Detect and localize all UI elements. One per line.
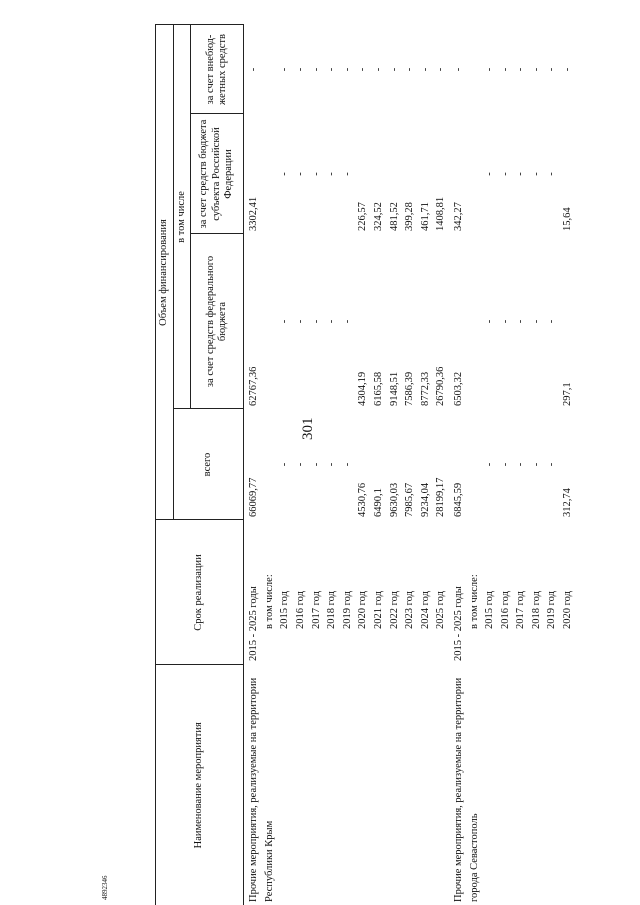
total-cell: 4530,76: [357, 482, 369, 517]
extra-cell: -: [452, 67, 464, 72]
period-cell: 2023 год: [404, 591, 416, 629]
period-cell: в том числе:: [263, 574, 275, 629]
period-cell: 2022 год: [388, 591, 400, 629]
extra-cell: -: [279, 67, 291, 72]
total-cell: 9630,03: [388, 482, 400, 517]
extra-cell: [262, 25, 278, 114]
federal-cell: 4304,19: [357, 371, 369, 406]
period-cell: 2021 год: [372, 591, 384, 629]
federal-cell: -: [310, 319, 322, 324]
period-cell: 2015 - 2025 годы: [248, 586, 260, 661]
regional-cell: -: [515, 172, 527, 176]
header-regional: за счет средств бюджета субъекта Российской Федерации: [191, 114, 244, 234]
total-cell: [467, 409, 483, 520]
federal-cell: 26790,36: [435, 366, 447, 406]
extra-cell: -: [546, 67, 558, 72]
header-federal: за счет средств федерального бюджета: [191, 234, 244, 409]
header-extra: за счет внебюд-жетных средств: [191, 25, 244, 114]
extra-cell: -: [499, 67, 511, 72]
total-cell: -: [515, 462, 527, 467]
federal-cell: -: [341, 319, 353, 324]
federal-cell: [262, 234, 278, 409]
period-cell: 2019 год: [341, 591, 353, 629]
federal-cell: 6503,32: [452, 371, 464, 406]
federal-cell: 297,1: [562, 382, 574, 406]
regional-cell: 226,57: [357, 202, 369, 231]
extra-cell: -: [372, 67, 384, 72]
regional-cell: -: [546, 172, 558, 176]
extra-cell: -: [388, 67, 400, 72]
regional-cell: -: [294, 172, 306, 176]
regional-cell: 481,52: [388, 202, 400, 231]
period-cell: 2017 год: [310, 591, 322, 629]
period-cell: 2018 год: [530, 591, 542, 629]
federal-cell: -: [326, 319, 338, 324]
federal-cell: 6165,58: [372, 371, 384, 406]
regional-cell: -: [341, 172, 353, 176]
period-cell: в том числе:: [468, 574, 480, 629]
period-cell: 2016 год: [499, 591, 511, 629]
total-cell: [262, 409, 278, 520]
federal-cell: -: [499, 319, 511, 324]
measure-name: Прочие мероприятия, реализуемые на территории Республики Крым: [248, 677, 275, 902]
total-cell: 6490,1: [372, 488, 384, 517]
period-cell: 2015 - 2025 годы: [452, 586, 464, 661]
total-cell: 66069,77: [248, 477, 260, 517]
total-cell: -: [546, 462, 558, 467]
regional-cell: -: [484, 172, 496, 176]
regional-cell: -: [499, 172, 511, 176]
funding-table-container: [155, 25, 595, 905]
period-cell: 2019 год: [546, 591, 558, 629]
regional-cell: [467, 114, 483, 234]
federal-cell: -: [279, 319, 291, 324]
total-cell: 28199,17: [435, 477, 447, 517]
period-cell: 2018 год: [326, 591, 338, 629]
federal-cell: -: [484, 319, 496, 324]
regional-cell: 324,52: [372, 202, 384, 231]
period-cell: 2015 год: [279, 591, 291, 629]
extra-cell: -: [357, 67, 369, 72]
period-cell: 2017 год: [515, 591, 527, 629]
regional-cell: 3302,41: [248, 196, 260, 231]
total-cell: 9234,04: [419, 482, 431, 517]
period-cell: 2025 год: [435, 591, 447, 629]
extra-cell: -: [562, 67, 574, 72]
table-row: [246, 25, 262, 905]
funding-table: [155, 24, 576, 905]
measure-name: Прочие мероприятия, реализуемые на территории города Севастополь: [452, 677, 480, 902]
extra-cell: -: [248, 67, 260, 72]
period-cell: 2016 год: [294, 591, 306, 629]
federal-cell: -: [530, 319, 542, 324]
table-row: [451, 25, 467, 905]
period-cell: 2020 год: [357, 591, 369, 629]
extra-cell: -: [419, 67, 431, 72]
extra-cell: -: [326, 67, 338, 72]
extra-cell: -: [435, 67, 447, 72]
regional-cell: 399,28: [404, 202, 416, 231]
header-period: Срок реализации: [156, 520, 244, 665]
extra-cell: -: [404, 67, 416, 72]
extra-cell: -: [294, 67, 306, 72]
period-cell: 2015 год: [484, 591, 496, 629]
regional-cell: 461,71: [419, 202, 431, 231]
total-cell: 7985,67: [404, 482, 416, 517]
total-cell: -: [341, 462, 353, 467]
total-cell: -: [484, 462, 496, 467]
period-cell: 2024 год: [419, 591, 431, 629]
extra-cell: -: [341, 67, 353, 72]
federal-cell: 62767,36: [248, 366, 260, 406]
regional-cell: 15,64: [562, 207, 574, 231]
table-body: [244, 25, 576, 905]
regional-cell: 342,27: [452, 202, 464, 231]
regional-cell: -: [530, 172, 542, 176]
regional-cell: -: [279, 172, 291, 176]
federal-cell: -: [294, 319, 306, 324]
total-cell: -: [530, 462, 542, 467]
extra-cell: -: [310, 67, 322, 72]
total-cell: 6845,59: [452, 482, 464, 517]
extra-cell: -: [484, 67, 496, 72]
extra-cell: -: [530, 67, 542, 72]
regional-cell: -: [326, 172, 338, 176]
extra-cell: [467, 25, 483, 114]
regional-cell: 1408,81: [435, 196, 447, 231]
federal-cell: 9148,51: [388, 371, 400, 406]
header-name: Наименование мероприятия: [156, 665, 244, 905]
federal-cell: -: [546, 319, 558, 324]
header-including: в том числе: [173, 25, 191, 409]
total-cell: -: [499, 462, 511, 467]
total-cell: -: [310, 462, 322, 467]
total-cell: -: [279, 462, 291, 467]
table-header: [156, 25, 244, 905]
extra-cell: -: [515, 67, 527, 72]
federal-cell: -: [515, 319, 527, 324]
period-cell: 2020 год: [562, 591, 574, 629]
federal-cell: 7586,39: [404, 371, 416, 406]
regional-cell: [262, 114, 278, 234]
total-cell: 312,74: [562, 488, 574, 517]
document-id: 4892346: [101, 875, 109, 900]
federal-cell: [467, 234, 483, 409]
total-cell: -: [294, 462, 306, 467]
header-volume: Объем финансирования: [156, 25, 174, 520]
header-total: всего: [173, 409, 244, 520]
total-cell: -: [326, 462, 338, 467]
regional-cell: -: [310, 172, 322, 176]
page-number: 301: [300, 417, 316, 440]
federal-cell: 8772,33: [419, 371, 431, 406]
